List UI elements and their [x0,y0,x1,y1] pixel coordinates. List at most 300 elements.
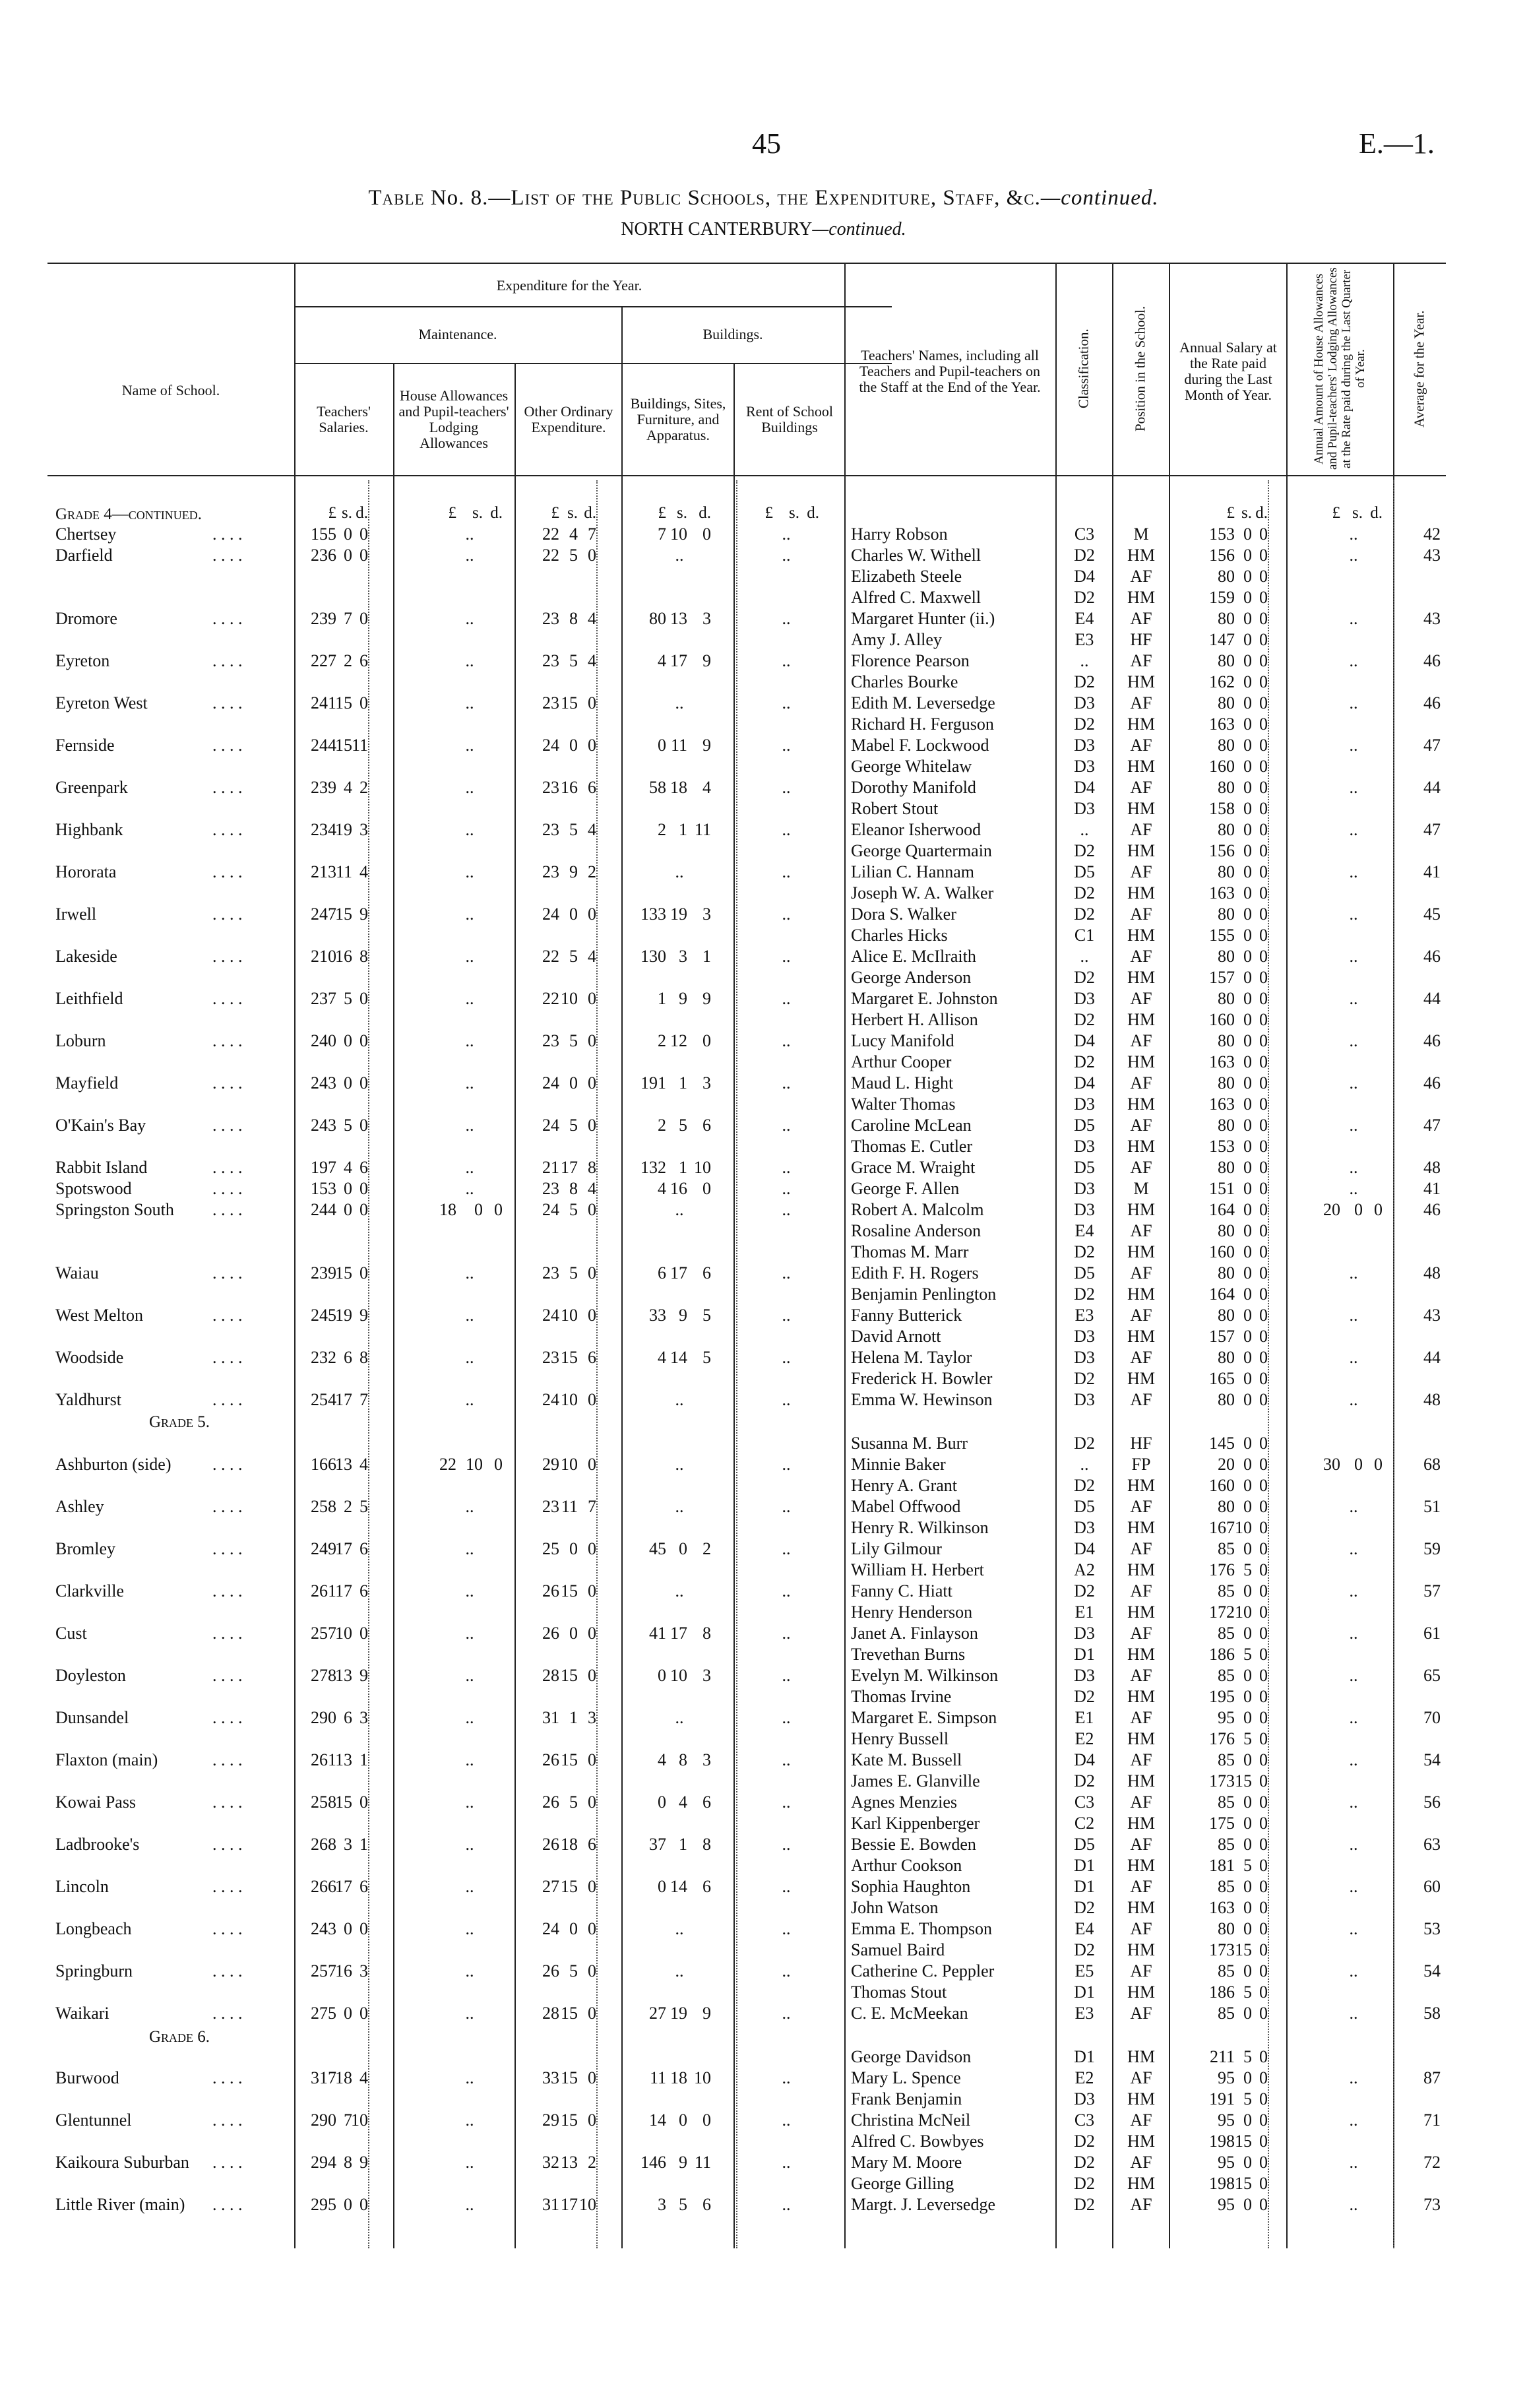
buildings-sites-shillings: 1 [679,1073,687,1093]
classification-2: E4 [1075,609,1094,628]
school-name: Glentunnel [55,2110,132,2130]
teacher-name-1: David Arnott [851,1327,941,1346]
house-allowances-shillings: 10 [466,1455,483,1474]
annual-salary-1-pounds: 162 [1209,672,1235,691]
annual-allowance-blank: .. [1349,1792,1358,1812]
other-expenditure-pence: 7 [588,1497,596,1516]
position-1: HM [1127,757,1155,776]
other-expenditure-pounds: 28 [542,1666,559,1685]
classification-2: D4 [1074,1031,1095,1050]
school-name: Hororata [55,862,117,881]
teachers-salaries-pounds: 254 [311,1390,336,1409]
annual-salary-1-pence: 0 [1259,2047,1268,2066]
buildings-sites-shillings: 16 [670,1179,687,1198]
leader-dots: . . . . [212,2068,243,2087]
rent-blank: .. [782,1961,791,1980]
teacher-name-1: Herbert H. Allison [851,1010,978,1029]
annual-salary-2-pounds: 80 [1218,820,1235,839]
house-allowances-blank: .. [465,1116,474,1135]
teachers-salaries-pounds: 244 [311,1200,336,1219]
other-expenditure-pounds: 22 [542,546,559,565]
annual-allowance-pounds: 20 [1323,1200,1340,1219]
annual-allowance-blank: .. [1349,736,1358,755]
school-name: Loburn [55,1031,106,1050]
annual-salary-2-pence: 0 [1259,1539,1268,1558]
annual-salary-2-shillings: 0 [1243,1455,1252,1474]
other-expenditure-shillings: 5 [569,1792,578,1812]
classification-2: C3 [1074,1792,1095,1812]
annual-salary-1-pence: 0 [1259,1010,1268,1029]
annual-salary-1-shillings: 0 [1243,757,1252,776]
annual-salary-1-pence: 0 [1259,1940,1268,1959]
school-name: Lincoln [55,1877,109,1896]
other-expenditure-pence: 0 [588,1539,596,1558]
annual-salary-2-pence: 0 [1259,989,1268,1008]
annual-salary-2-shillings: 0 [1243,1792,1252,1812]
classification-1: D3 [1074,1137,1095,1156]
other-expenditure-pence: 0 [588,1073,596,1093]
table-row [47,1644,1446,1686]
annual-salary-2-shillings: 0 [1243,736,1252,755]
header-rent: Rent of School Buildings [746,403,833,435]
buildings-sites-pounds: 6 [658,1263,666,1283]
annual-salary-1-pounds: 163 [1209,1094,1235,1114]
teacher-name-1: Richard H. Ferguson [851,714,994,734]
buildings-sites-pence: 11 [694,820,711,839]
rent-blank: .. [782,1306,791,1325]
annual-salary-1-pounds: 173 [1209,1771,1235,1790]
buildings-sites-shillings: 0 [679,2110,687,2130]
annual-salary-1-shillings: 0 [1243,524,1252,544]
buildings-sites-shillings: 1 [679,1158,687,1177]
rule-expenditure [294,306,892,307]
classification-1: D3 [1074,799,1095,818]
position-1: HM [1127,546,1155,565]
classification-1: C2 [1074,1814,1095,1833]
buildings-sites-shillings: 9 [679,1306,687,1325]
annual-salary-1-shillings: 0 [1243,546,1252,565]
school-name: Waikari [55,2004,109,2023]
house-allowances-blank: .. [465,904,474,924]
annual-salary-1-pence: 0 [1259,1771,1268,1790]
annual-salary-1-pence: 0 [1259,968,1268,987]
average-attendance: 51 [1423,1497,1441,1516]
house-allowances-blank: .. [465,2153,474,2172]
position-1: HM [1127,968,1155,987]
other-expenditure-pence: 0 [588,736,596,755]
buildings-sites-blank: .. [675,1200,684,1219]
annual-salary-1-pounds: 156 [1209,546,1235,565]
buildings-sites-pence: 3 [702,1666,711,1685]
buildings-sites-blank: .. [675,546,684,565]
other-expenditure-pence: 4 [588,820,596,839]
teachers-salaries-pounds: 213 [311,862,336,881]
annual-salary-2-pounds: 80 [1218,1031,1235,1050]
annual-salary-2-pounds: 85 [1218,1835,1235,1854]
teacher-name-2: Maud L. Hight [851,1073,954,1093]
rent-blank: .. [782,2153,791,2172]
average-attendance: 73 [1423,2195,1441,2214]
buildings-sites-blank: .. [675,1497,684,1516]
classification-2: E2 [1075,2068,1094,2087]
position-2: AF [1130,1306,1152,1325]
teachers-salaries-pence: 2 [359,778,368,797]
position-1: HM [1127,883,1155,903]
teachers-salaries-pence: 0 [359,1263,368,1283]
leader-dots: . . . . [212,609,243,628]
teacher-name-1: Henry Henderson [851,1602,973,1622]
teachers-salaries-pence: 1 [359,1835,368,1854]
annual-allowance-blank: .. [1349,1390,1358,1409]
house-allowances-blank: .. [465,546,474,565]
rent-blank: .. [782,2195,791,2214]
annual-allowance-blank: .. [1349,1835,1358,1854]
position-1: HM [1127,2132,1155,2151]
buildings-sites-pounds: 4 [658,1179,666,1198]
teachers-salaries-pence: 6 [359,1581,368,1600]
annual-allowance-blank: .. [1349,693,1358,713]
teacher-name-2: Catherine C. Peppler [851,1961,995,1980]
annual-salary-1-pounds: 145 [1209,1434,1235,1453]
buildings-sites-blank: .. [675,1581,684,1600]
annual-salary-1-pence: 0 [1259,2132,1268,2151]
teacher-name-1: Henry Bussell [851,1729,949,1748]
teacher-name-2: Lucy Manifold [851,1031,954,1050]
school-name: Longbeach [55,1919,132,1938]
teacher-name-1: George Gilling [851,2174,954,2193]
house-allowances-blank: .. [465,1539,474,1558]
title-continued: —continued. [1040,186,1159,210]
average-attendance: 60 [1423,1877,1441,1896]
teacher-name-1: James E. Glanville [851,1771,980,1790]
annual-salary-2-pounds: 80 [1218,693,1235,713]
teacher-name-2: Mabel Offwood [851,1497,961,1516]
buildings-sites-pounds: 133 [640,904,666,924]
teacher-name-2: Grace M. Wraight [851,1158,976,1177]
teacher-name-2: Mary M. Moore [851,2153,962,2172]
teachers-salaries-shillings: 4 [344,1158,352,1177]
rent-blank: .. [782,693,791,713]
annual-allowance-blank: .. [1349,651,1358,670]
other-expenditure-pounds: 24 [542,1200,559,1219]
annual-salary-1-pence: 0 [1259,1369,1268,1388]
annual-salary-1-shillings: 0 [1243,1434,1252,1453]
rent-blank: .. [782,1581,791,1600]
annual-allowance-blank: .. [1349,2195,1358,2214]
annual-salary-2-pence: 0 [1259,820,1268,839]
annual-salary-1-pounds: 176 [1209,1560,1235,1579]
annual-salary-1-shillings: 0 [1243,588,1252,607]
rent-blank: .. [782,1539,791,1558]
other-expenditure-pounds: 23 [542,609,559,628]
leader-dots: . . . . [212,2004,243,2023]
rent-blank: .. [782,736,791,755]
annual-salary-2-shillings: 0 [1243,1750,1252,1769]
other-expenditure-pounds: 32 [542,2153,559,2172]
school-name: Spotswood [55,1179,132,1198]
buildings-sites-pence: 8 [702,1624,711,1643]
other-expenditure-pounds: 33 [542,2068,559,2087]
leader-dots: . . . . [212,1390,243,1409]
other-expenditure-shillings: 5 [569,1961,578,1980]
classification-2: D4 [1074,1539,1095,1558]
other-expenditure-pence: 0 [588,989,596,1008]
other-expenditure-shillings: 0 [569,1539,578,1558]
other-expenditure-pounds: 24 [542,904,559,924]
buildings-sites-shillings: 10 [670,524,687,544]
buildings-sites-shillings: 9 [679,2153,687,2172]
classification-2: D5 [1074,1497,1095,1516]
classification-1: D2 [1074,672,1095,691]
buildings-sites-blank: .. [675,1390,684,1409]
buildings-sites-shillings: 10 [670,1666,687,1685]
position-2: AF [1130,862,1152,881]
annual-salary-1-pounds: 163 [1209,1898,1235,1917]
average-attendance: 44 [1423,1348,1441,1367]
teachers-salaries-pence: 0 [359,1624,368,1643]
annual-salary-1-pounds: 155 [1209,926,1235,945]
annual-salary-2-pence: 0 [1259,1073,1268,1093]
leader-dots: . . . . [212,524,243,544]
teachers-salaries-pounds: 275 [311,2004,336,2023]
house-allowances-blank: .. [465,1835,474,1854]
annual-allowance-blank: .. [1349,989,1358,1008]
teachers-salaries-shillings: 6 [344,1708,352,1727]
school-name: Flaxton (main) [55,1750,158,1769]
teachers-salaries-pence: 4 [359,2068,368,2087]
annual-salary-1-pence: 0 [1259,1434,1268,1453]
rent-blank: .. [782,1390,791,1409]
teacher-name-2: Lily Gilmour [851,1539,942,1558]
other-expenditure-pounds: 31 [542,2195,559,2214]
header-average: Average for the Year. [1411,310,1427,428]
classification-1: D2 [1074,546,1095,565]
buildings-sites-pence: 10 [694,2068,711,2087]
annual-salary-2-pence: 0 [1259,1221,1268,1240]
average-attendance: 42 [1423,524,1441,544]
teachers-salaries-pence: 9 [359,1666,368,1685]
other-expenditure-pounds: 23 [542,1348,559,1367]
leader-dots: . . . . [212,1263,243,1283]
other-expenditure-shillings: 15 [561,1348,578,1367]
teacher-name-1: Thomas Stout [851,1982,947,2002]
schools-table [47,263,1446,2248]
leader-dots: . . . . [212,862,243,881]
annual-salary-1-pence: 0 [1259,1982,1268,2002]
other-expenditure-shillings: 4 [569,524,578,544]
annual-salary-1-shillings: 0 [1243,799,1252,818]
annual-salary-1-pence: 0 [1259,1327,1268,1346]
annual-salary-2-pence: 0 [1259,1263,1268,1283]
bld-label-pounds: £ [658,504,666,522]
teacher-name-1: Joseph W. A. Walker [851,883,994,903]
buildings-sites-shillings: 17 [670,1624,687,1643]
classification-1: D2 [1074,841,1095,860]
average-attendance: 59 [1423,1539,1441,1558]
annual-salary-1-shillings: 0 [1243,1200,1252,1219]
annual-salary-2-pence: 0 [1259,2110,1268,2130]
buildings-sites-blank: .. [675,1961,684,1980]
other-expenditure-shillings: 8 [569,609,578,628]
teachers-salaries-shillings: 13 [335,1455,352,1474]
teachers-salaries-shillings: 19 [335,1306,352,1325]
buildings-sites-blank: .. [675,862,684,881]
annual-allowance-blank: .. [1349,524,1358,544]
annual-salary-2-pence: 0 [1259,1116,1268,1135]
table-row [47,1517,1446,1560]
other-expenditure-shillings: 0 [569,1624,578,1643]
teachers-salaries-shillings: 0 [344,2195,352,2214]
sal-label-pence: d. [356,504,368,522]
teachers-salaries-shillings: 6 [344,1348,352,1367]
teachers-salaries-pence: 0 [359,2195,368,2214]
leader-dots: . . . . [212,2110,243,2130]
house-allowances-blank: .. [465,1179,474,1198]
classification-1: D2 [1074,588,1095,607]
annual-salary-2-pence: 0 [1259,947,1268,966]
school-name: Kaikoura Suburban [55,2153,189,2172]
table-row [47,1940,1446,1982]
sal-label-pounds: £ [328,504,336,522]
classification-2: D3 [1074,1390,1095,1409]
other-expenditure-pounds: 24 [542,1116,559,1135]
position-1: HM [1127,1242,1155,1261]
classification-1: D2 [1074,1052,1095,1071]
buildings-sites-shillings: 14 [670,1877,687,1896]
other-expenditure-pounds: 22 [542,947,559,966]
header-position: Position in the School. [1132,305,1148,432]
teachers-salaries-shillings: 18 [335,2068,352,2087]
position-2: AF [1130,1624,1152,1643]
rent-blank: .. [782,2004,791,2023]
classification-1: D3 [1074,1094,1095,1114]
other-expenditure-shillings: 15 [561,1750,578,1769]
position-2: AF [1130,609,1152,628]
classification-2: D4 [1074,1073,1095,1093]
teacher-name-1: Alfred C. Maxwell [851,588,982,607]
position-1: HM [1127,1856,1155,1875]
average-attendance: 45 [1423,904,1441,924]
annual-salary-1-pence: 0 [1259,883,1268,903]
table-row [47,1368,1446,1410]
other-expenditure-pounds: 27 [542,1877,559,1896]
position-2: AF [1130,693,1152,713]
header-teachers-names: Teachers' Names, including all Teachers and Pupil-teachers on the Staff at the End of the Year. [859,347,1041,395]
header-annual-allowances: Annual Amount of House Allowances and Pupil-teachers' Lodging Allowances at the Rate paid during the Last Quarter of Year. [1312,267,1367,470]
position-1: HM [1127,1200,1155,1219]
annual-allowance-pence: 0 [1374,1455,1383,1474]
annual-salary-2-shillings: 0 [1243,778,1252,797]
teachers-salaries-pence: 0 [359,1073,368,1093]
other-expenditure-pounds: 24 [542,736,559,755]
position-2: AF [1130,1750,1152,1769]
page-number: 45 [752,127,781,160]
classification-1: D2 [1074,1687,1095,1706]
teacher-name-2: Margaret E. Johnston [851,989,998,1008]
annual-allowance-blank: .. [1349,2153,1358,2172]
teacher-name-2: Eleanor Isherwood [851,820,982,839]
annual-salary-2-pence: 0 [1259,904,1268,924]
position-1: HM [1127,1518,1155,1537]
annual-allowance-blank: .. [1349,609,1358,628]
teachers-salaries-pounds: 257 [311,1624,336,1643]
other-expenditure-pence: 4 [588,609,596,628]
classification-2: D1 [1074,1877,1095,1896]
rent-blank: .. [782,1708,791,1727]
other-expenditure-pounds: 29 [542,2110,559,2130]
annual-salary-2-pence: 0 [1259,1455,1268,1474]
other-expenditure-pence: 0 [588,2068,596,2087]
buildings-sites-pounds: 132 [640,1158,666,1177]
other-expenditure-pounds: 21 [542,1158,559,1177]
other-expenditure-pence: 6 [588,1835,596,1854]
teachers-salaries-pence: 6 [359,1877,368,1896]
annual-allowance-shillings: 0 [1354,1200,1363,1219]
school-name: Eyreton West [55,693,148,713]
rent-blank: .. [782,1497,791,1516]
other-expenditure-pence: 4 [588,651,596,670]
annual-salary-1-pounds: 195 [1209,1687,1235,1706]
school-name: Highbank [55,820,123,839]
buildings-sites-pence: 4 [702,778,711,797]
annual-salary-1-shillings: 5 [1243,1729,1252,1748]
buildings-sites-shillings: 3 [679,947,687,966]
annual-allowance-blank: .. [1349,1581,1358,1600]
table-row [47,1136,1446,1178]
header-house-allowances: House Allowances and Pupil-teachers' Lodging Allowances [398,387,509,451]
annual-salary-2-pounds: 80 [1218,1306,1235,1325]
house-allowances-blank: .. [465,1919,474,1938]
buildings-sites-pounds: 14 [649,2110,666,2130]
other-expenditure-shillings: 0 [569,1073,578,1093]
leader-dots: . . . . [212,989,243,1008]
buildings-sites-pence: 6 [702,2195,711,2214]
buildings-sites-shillings: 4 [679,1792,687,1812]
annual-salary-2-pounds: 80 [1218,609,1235,628]
average-attendance: 46 [1423,1200,1441,1219]
other-expenditure-shillings: 5 [569,1263,578,1283]
teacher-name-1: Thomas E. Cutler [851,1137,973,1156]
other-expenditure-shillings: 15 [561,2110,578,2130]
average-attendance: 46 [1423,1073,1441,1093]
header-other-expenditure: Other Ordinary Expenditure. [524,403,613,435]
rent-blank: .. [782,651,791,670]
house-allowances-blank: .. [465,651,474,670]
teachers-salaries-shillings: 0 [344,1073,352,1093]
header-annual-salary: Annual Salary at the Rate paid during the Last Month of Year. [1179,339,1277,403]
annual-salary-2-pence: 0 [1259,693,1268,713]
buildings-sites-shillings: 19 [670,2004,687,2023]
annual-salary-2-shillings: 0 [1243,1306,1252,1325]
classification-1: D3 [1074,1179,1095,1198]
annual-salary-2-pence: 0 [1259,1708,1268,1727]
house-allowances-blank: .. [465,947,474,966]
position-2: AF [1130,1158,1152,1177]
other-expenditure-shillings: 15 [561,2068,578,2087]
classification-2: E4 [1075,1221,1094,1240]
other-expenditure-shillings: 10 [561,1306,578,1325]
classification-2: C3 [1074,2110,1095,2130]
annual-salary-1-shillings: 5 [1243,1856,1252,1875]
annual-salary-1-pounds: 160 [1209,1242,1235,1261]
buildings-sites-pence: 0 [702,1179,711,1198]
header-teachers-salaries: Teachers' Salaries. [317,403,371,435]
house-allowances-blank: .. [465,1158,474,1177]
classification-2: D3 [1074,989,1095,1008]
position-2: AF [1130,778,1152,797]
buildings-sites-pence: 3 [702,1073,711,1093]
annual-salary-1-pence: 0 [1259,1729,1268,1748]
